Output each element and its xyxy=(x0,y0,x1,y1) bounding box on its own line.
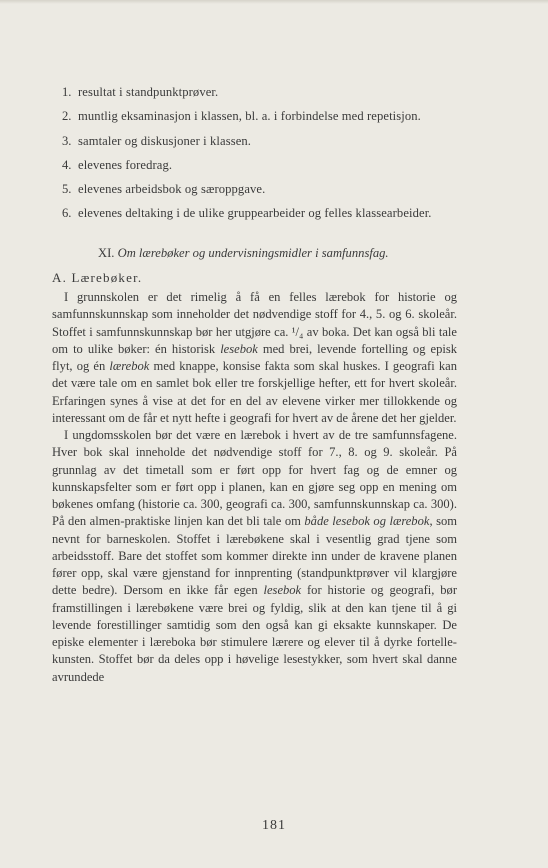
list-item-text: elevenes arbeidsbok og særoppgave. xyxy=(78,182,266,197)
emphasis-text: lesebok xyxy=(263,583,302,598)
paragraph-text: , som nevnt for barneskolen. Stoffet i lærebøkene skal i vesentlig grad tjene som arbeidsstoff. Bare det stoffet som kommer direkte inn under de kravene planen fører opp, skal være gjenstand for innprenting (standpunktprøver vil klargjøre dette bedre). Dersom en ikke får egen xyxy=(52,514,457,598)
section-number: XI. xyxy=(98,246,115,260)
paragraph-text: med brei, levende fortelling og episk flyt, og én xyxy=(52,341,457,373)
list-item-text: resultat i standpunktprøver. xyxy=(78,85,219,99)
list-item-number: 6. xyxy=(62,206,72,221)
list-item-text: elevenes deltaking i de ulike gruppearbeider og felles klassearbeider. xyxy=(78,206,432,221)
section-title: Om lærebøker og undervisningsmidler i samfunnsfag. xyxy=(117,246,389,260)
list-item xyxy=(62,157,482,181)
list-item-number: 2. xyxy=(62,109,72,124)
list-item-number: 3. xyxy=(62,133,72,148)
evaluation-list xyxy=(62,84,482,230)
list-item-number: 5. xyxy=(62,182,72,197)
paragraph-text: I grunnskolen er det rimelig å få en felles lærebok for historie og samfunnskunnskap som inneholder det nødvendige stoff for 4., 5. og 6. skoleår. Stoffet i samfunnskunnskap bør her utgjøre ca. xyxy=(52,290,457,339)
list-item-text: samtaler og diskusjoner i klassen. xyxy=(78,133,252,148)
list-item xyxy=(62,108,482,132)
emphasis-text: lærebok xyxy=(109,359,150,373)
body-text xyxy=(52,289,457,686)
list-item xyxy=(62,181,482,205)
paragraph xyxy=(52,289,457,427)
paragraph-text: av boka. Det kan også bli tale om to ulike bøker: én historisk xyxy=(52,324,457,356)
page-top-edge xyxy=(0,0,548,4)
paragraph-text: med knappe, konsise fakta som skal huskes. I geografi kan det være tale om en samlet bok eller tre forskjellige hefter, ett for hvert skoleår. Erfaringen synes å vise at det for en del av elevene virker mer tillokkende og interessant om de får et nytt hefte i geografi for hvert av de årene det her gjelder. xyxy=(52,359,457,425)
fraction: ¹/₄ xyxy=(291,324,304,339)
list-item-number: 4. xyxy=(62,157,72,172)
page-number: 181 xyxy=(262,818,286,833)
list-item-text: muntlig eksaminasjon i klassen, bl. a. i forbindelse med repetisjon. xyxy=(78,109,421,124)
section-heading xyxy=(98,246,498,261)
paragraph-text: for historie og geografi, bør framstillingen i lærebøkene være brei og fyldig, slik at den kan tjene til å gi levende forestillinger samtidig som den også kan gi eksakte kunnskaper. De episke elementer i læreboka bør stimulere lærere og elever til å dyrke fortelle-kunsten. Stoffet bør da deles opp i høvelige lesestykker, som hvert skal danne avrundede xyxy=(52,583,457,684)
list-item-number: 1. xyxy=(62,85,72,99)
list-item xyxy=(62,84,482,108)
paragraph-text: I ungdomsskolen bør det være en lærebok i hvert av de tre samfunnsfagene. Hver bok skal inneholde det nødvendige stoff for 7., 8. og 9. skoleår. På grunnlag av det timetall som er ført opp for hvert fag og de emner og kunnskapsfelter som er ført opp i planen, kan en gjøre seg opp en mening om bøkenes omfang (historie ca. 300, geografi ca. 300, samfunnskunnskap ca. 300). På den almen-praktiske linjen kan det bli tale om xyxy=(52,428,457,529)
subsection-heading: A. Lærebøker. xyxy=(52,270,143,285)
list-item xyxy=(62,133,482,157)
list-item xyxy=(62,205,482,229)
emphasis-text: både lesebok og lærebok xyxy=(304,514,430,529)
list-item-text: elevenes foredrag. xyxy=(78,157,173,172)
emphasis-text: lesebok xyxy=(220,341,258,356)
paragraph xyxy=(52,427,457,686)
